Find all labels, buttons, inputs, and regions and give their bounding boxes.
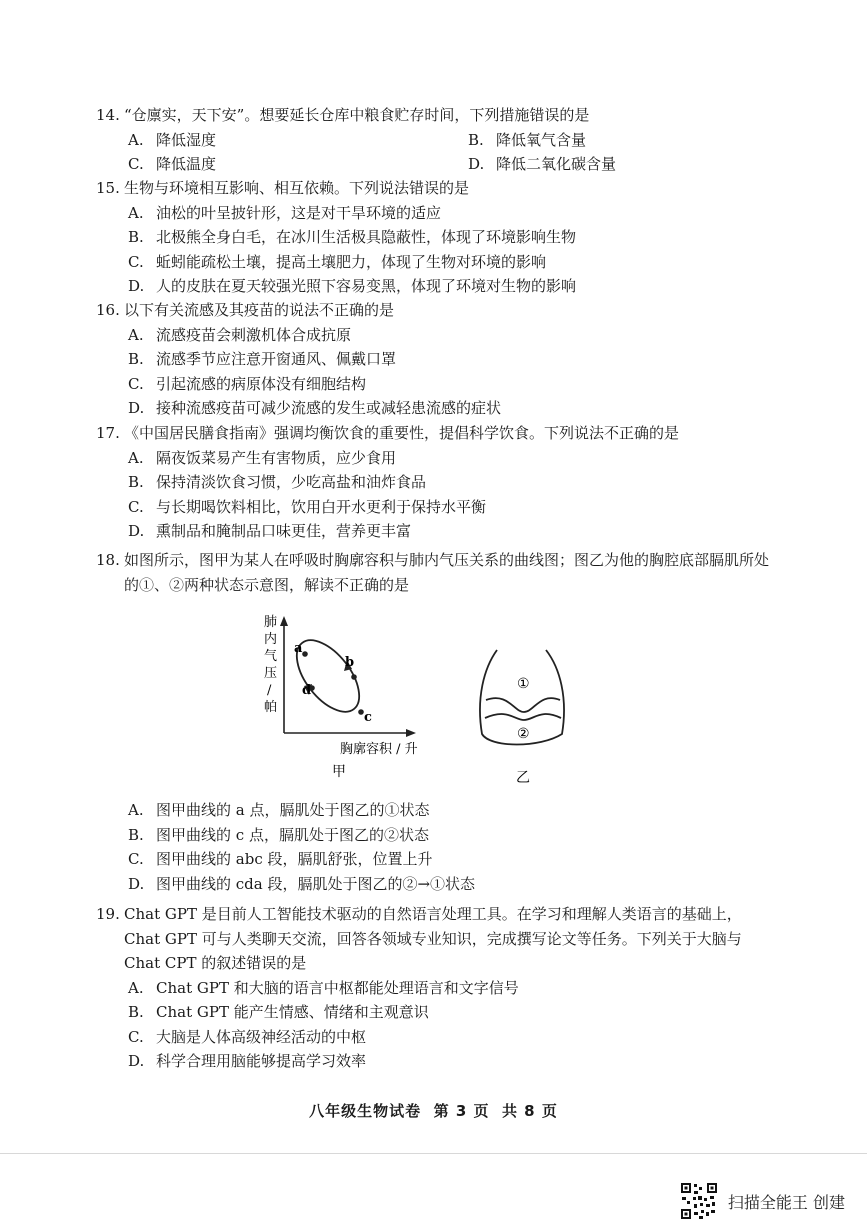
question-17 <box>96 421 776 544</box>
diaphragm-state-2 <box>485 714 561 720</box>
option-c: C. 与长期喝饮料相比，饮用白开水更利于保持水平衡 <box>128 497 487 516</box>
question-18 <box>96 548 776 597</box>
page-footer: 八年级生物试卷 第 3 页 共 8 页 <box>309 1102 558 1120</box>
question-number: 19. <box>96 905 120 923</box>
question-number: 17. <box>96 424 120 442</box>
option-d: D. 接种流感疫苗可减少流感的发生或减轻患流感的症状 <box>128 399 502 417</box>
question-15 <box>96 176 776 299</box>
question-stem: 生物与环境相互影响、相互依赖。下列说法错误的是 <box>124 179 470 197</box>
option-a: A. 油松的叶呈披针形，这是对干旱环境的适应 <box>128 203 442 222</box>
point-c-marker <box>358 709 364 715</box>
figure-caption-jia: 甲 <box>332 764 346 780</box>
option-a: A. 隔夜饭菜易产生有害物质，应少食用 <box>128 448 397 467</box>
y-label-char: 压 <box>264 666 278 681</box>
option-b: B. 图甲曲线的 c 点，膈肌处于图乙的②状态 <box>128 825 429 844</box>
question-stem: “仓廪实，天下安”。想要延长仓库中粮食贮存时间，下列措施错误的是 <box>124 106 590 124</box>
question-stem: 如图所示，图甲为某人在呼吸时胸廓容积与肺内气压关系的曲线图；图乙为他的胸腔底部膈肌所处的①、②两种状态示意图，解读不正确的是 <box>124 551 770 594</box>
option-c: C. 大脑是人体高级神经活动的中枢 <box>128 1027 367 1046</box>
y-label-char: 帕 <box>264 700 278 715</box>
question-number: 18. <box>96 551 120 569</box>
state-2-label: ② <box>517 726 530 742</box>
option-b: B. 降低氧气含量 <box>468 130 587 149</box>
respiration-figure <box>240 608 580 790</box>
y-label-char: / <box>267 683 272 698</box>
option-d: D. 熏制品和腌制品口味更佳，营养更丰富 <box>128 522 412 540</box>
point-label-a: a <box>294 641 303 656</box>
question-number: 14. <box>96 106 120 124</box>
point-label-d: d <box>302 683 312 698</box>
question-16 <box>96 298 776 421</box>
option-a: A. 图甲曲线的 a 点，膈肌处于图乙的①状态 <box>128 801 430 819</box>
option-a: A. Chat GPT 和大脑的语言中枢都能处理语言和文字信号 <box>128 978 519 997</box>
y-label-char: 内 <box>264 632 278 647</box>
question-stem: 以下有关流感及其疫苗的说法不正确的是 <box>124 301 395 319</box>
option-d: D. 人的皮肤在夏天较强光照下容易变黑，体现了环境对生物的影响 <box>128 277 577 295</box>
state-1-label: ① <box>517 676 530 692</box>
y-label-char: 气 <box>264 649 278 664</box>
scan-divider <box>0 1153 867 1154</box>
question-number: 15. <box>96 179 120 197</box>
option-c: C. 图甲曲线的 abc 段，膈肌舒张，位置上升 <box>128 850 433 868</box>
question-stem: 《中国居民膳食指南》强调均衡饮食的重要性，提倡科学饮食。下列说法不正确的是 <box>124 424 680 442</box>
x-axis-arrow <box>406 729 416 737</box>
watermark-text: 扫描全能王 创建 <box>727 1192 845 1212</box>
option-b: B. 流感季节应注意开窗通风、佩戴口罩 <box>128 350 397 368</box>
diaphragm-state-1 <box>486 698 560 712</box>
option-d: D. 图甲曲线的 cda 段，膈肌处于图乙的②→①状态 <box>128 874 476 893</box>
option-d: D. 降低二氧化碳含量 <box>468 155 617 173</box>
option-b: B. 北极熊全身白毛，在冰川生活极具隐蔽性，体现了环境影响生物 <box>128 228 577 246</box>
option-a: A. 降低湿度 <box>128 130 217 149</box>
option-b: B. Chat GPT 能产生情感、情绪和主观意识 <box>128 1003 429 1021</box>
x-axis-label: 胸廓容积 / 升 <box>340 742 418 757</box>
question-19 <box>96 902 776 1074</box>
question-18-options <box>96 798 776 896</box>
option-a: A. 流感疫苗会刺激机体合成抗原 <box>128 325 352 344</box>
y-label-char: 肺 <box>264 615 278 630</box>
qr-code-icon <box>680 1182 718 1220</box>
option-c: C. 降低温度 <box>128 155 217 173</box>
option-c: C. 蚯蚓能疏松土壤，提高土壤肥力，体现了生物对环境的影响 <box>128 252 547 271</box>
point-label-b: b <box>345 655 355 670</box>
figure-jia-graph <box>264 614 418 780</box>
option-b: B. 保持清淡饮食习惯，少吃高盐和油炸食品 <box>128 473 427 491</box>
point-b-marker <box>351 674 357 680</box>
question-stem: Chat GPT 是目前人工智能技术驱动的自然语言处理工具。在学习和理解人类语言的基础上，Chat GPT 可与人类聊天交流，回答各领域专业知识，完成撰写论文等任务。下列关于大脑与 Chat CPT 的叙述错误的是 <box>124 905 742 972</box>
figure-caption-yi: 乙 <box>516 770 530 786</box>
option-d: D. 科学合理用脑能够提高学习效率 <box>128 1052 367 1070</box>
scanner-watermark <box>680 1182 845 1220</box>
option-c: C. 引起流感的病原体没有细胞结构 <box>128 374 367 393</box>
figure-yi-diaphragm <box>480 650 564 786</box>
y-axis-arrow <box>280 616 288 626</box>
point-a-marker <box>302 651 308 657</box>
point-label-c: c <box>364 710 372 725</box>
question-number: 16. <box>96 301 120 319</box>
question-14 <box>96 103 776 177</box>
